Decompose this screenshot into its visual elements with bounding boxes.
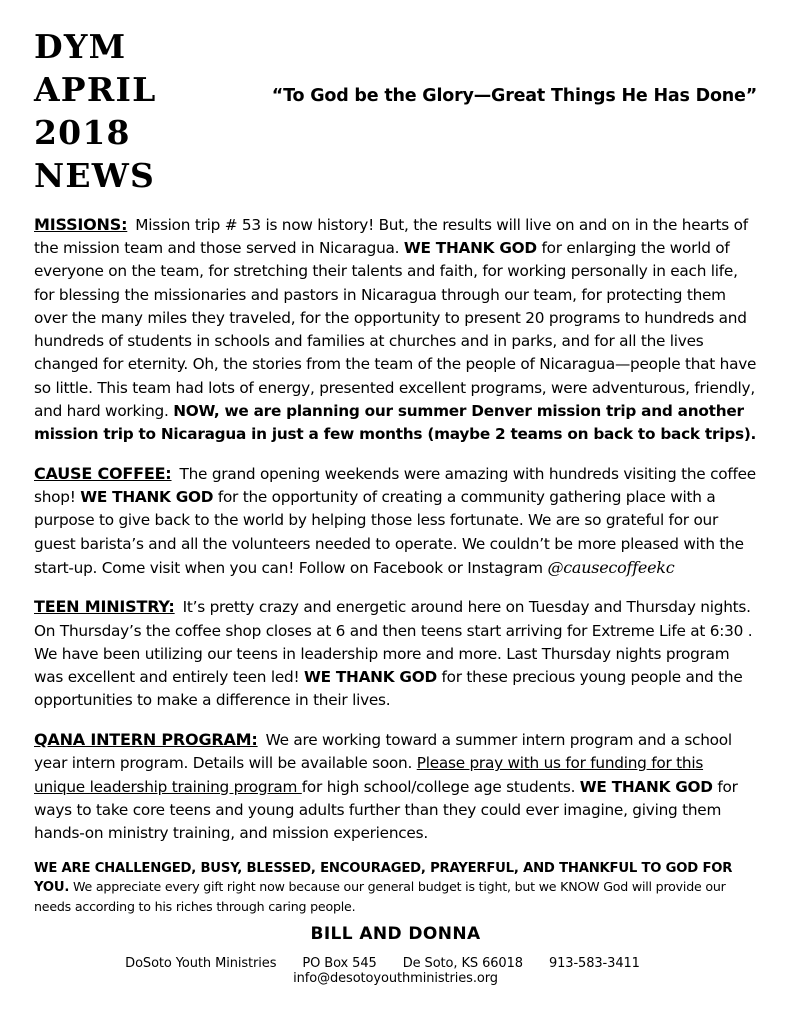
masthead-line-2	[34, 69, 757, 155]
footer-email: info@desotoyouthministries.org	[293, 970, 498, 986]
text-run: Mission trip # 53 is now history! But, the results will live on and on in the hearts of the mission team and those served in Nicaragua.	[34, 215, 748, 258]
article-section	[34, 728, 757, 845]
text-run: WE THANK GOD	[403, 239, 537, 258]
article-body	[34, 213, 757, 845]
text-run: @causecoffeekc	[547, 557, 675, 577]
text-run: It’s pretty crazy and energetic around here on Tuesday and Thursday nights. On Thursday’s the coffee shop closes at 6 and then teens start arriving for Extreme Life at 6:30 . We have been utilizing our teens in leadership more and more. Last Thursday nights program was excellent and entirely teen led!	[34, 598, 753, 687]
section-heading: MISSIONS:	[34, 214, 128, 234]
section-heading: QANA INTERN PROGRAM:	[34, 730, 258, 749]
text-run: for enlarging the world of everyone on the team, for stretching their talents and faith, for working personally in each life, for blessing the missionaries and pastors in Nicaragua through our team, for protecting them over the many miles they traveled, for the opportunity to present 20 programs to hundreds and hundreds of students in schools and families at churches and in parks, and for all the lives changed for eternity. Oh, the stories from the team of the people of Nicaragua—people that have so little. This team had lots of energy, presented excellent programs, were adventurous, friendly, and hard working.	[34, 239, 757, 420]
masthead-tagline: “To God be the Glory—Great Things He Has Done”	[271, 85, 757, 106]
masthead-date: APRIL 2018	[34, 69, 157, 152]
masthead	[34, 26, 757, 198]
footer-po-box: PO Box 545	[302, 955, 377, 971]
text-run: for these precious young people and the opportunities to make a difference in their lives.	[34, 668, 743, 710]
text-run: WE THANK GOD	[303, 668, 437, 687]
text-run: The grand opening weekends were amazing with hundreds visiting the coffee shop!	[34, 464, 756, 507]
closing-paragraph	[34, 859, 757, 916]
article-section	[34, 595, 757, 712]
closing-rest: We appreciate every gift right now because our general budget is tight, but we KNOW God will provide our needs according to his riches through caring people.	[34, 879, 726, 914]
masthead-dym: DYM	[34, 27, 127, 66]
footer-phone: 913-583-3411	[548, 955, 640, 971]
text-run: NOW, we are planning our summer Denver mission trip and another mission trip to Nicaragua in just a few months (maybe 2 teams on back to back trips).	[34, 401, 757, 444]
text-run: WE THANK GOD	[579, 777, 713, 796]
footer-contact	[34, 956, 757, 986]
masthead-line-1	[34, 26, 757, 69]
signoff: BILL AND DONNA	[310, 923, 481, 944]
text-run: WE THANK GOD	[80, 488, 214, 507]
text-run: Please pray with us for funding for this unique leadership training program	[34, 754, 704, 796]
article-section	[34, 462, 757, 580]
text-run: for the opportunity of creating a community gathering place with a purpose to give back to the world by helping those less fortunate. We are so grateful for our guest barista’s and all the volunteers needed to operate. We couldn’t be more pleased with the start-up. Come visit when you can! Follow on Facebook or Instagram	[34, 488, 744, 577]
text-run: for ways to take core teens and young adults further than they could ever imagine, giving them hands-on ministry training, and mission experiences.	[34, 777, 738, 843]
section-heading: CAUSE COFFEE:	[34, 463, 172, 483]
footer-org: DoSoto Youth Ministries	[125, 955, 277, 971]
closing-lead: WE ARE CHALLENGED, BUSY, BLESSED, ENCOURAGED, PRAYERFUL, AND THANKFUL TO GOD FOR YOU.	[34, 861, 733, 896]
footer-city-state-zip: De Soto, KS 66018	[402, 955, 523, 971]
text-run: We are working toward a summer intern program and a school year intern program. Details will be available soon.	[34, 731, 732, 773]
article-section	[34, 213, 757, 447]
masthead-news: NEWS	[34, 155, 156, 195]
masthead-line-3	[34, 155, 757, 198]
text-run: for high school/college age students.	[301, 777, 580, 796]
section-heading: TEEN MINISTRY:	[34, 597, 175, 617]
